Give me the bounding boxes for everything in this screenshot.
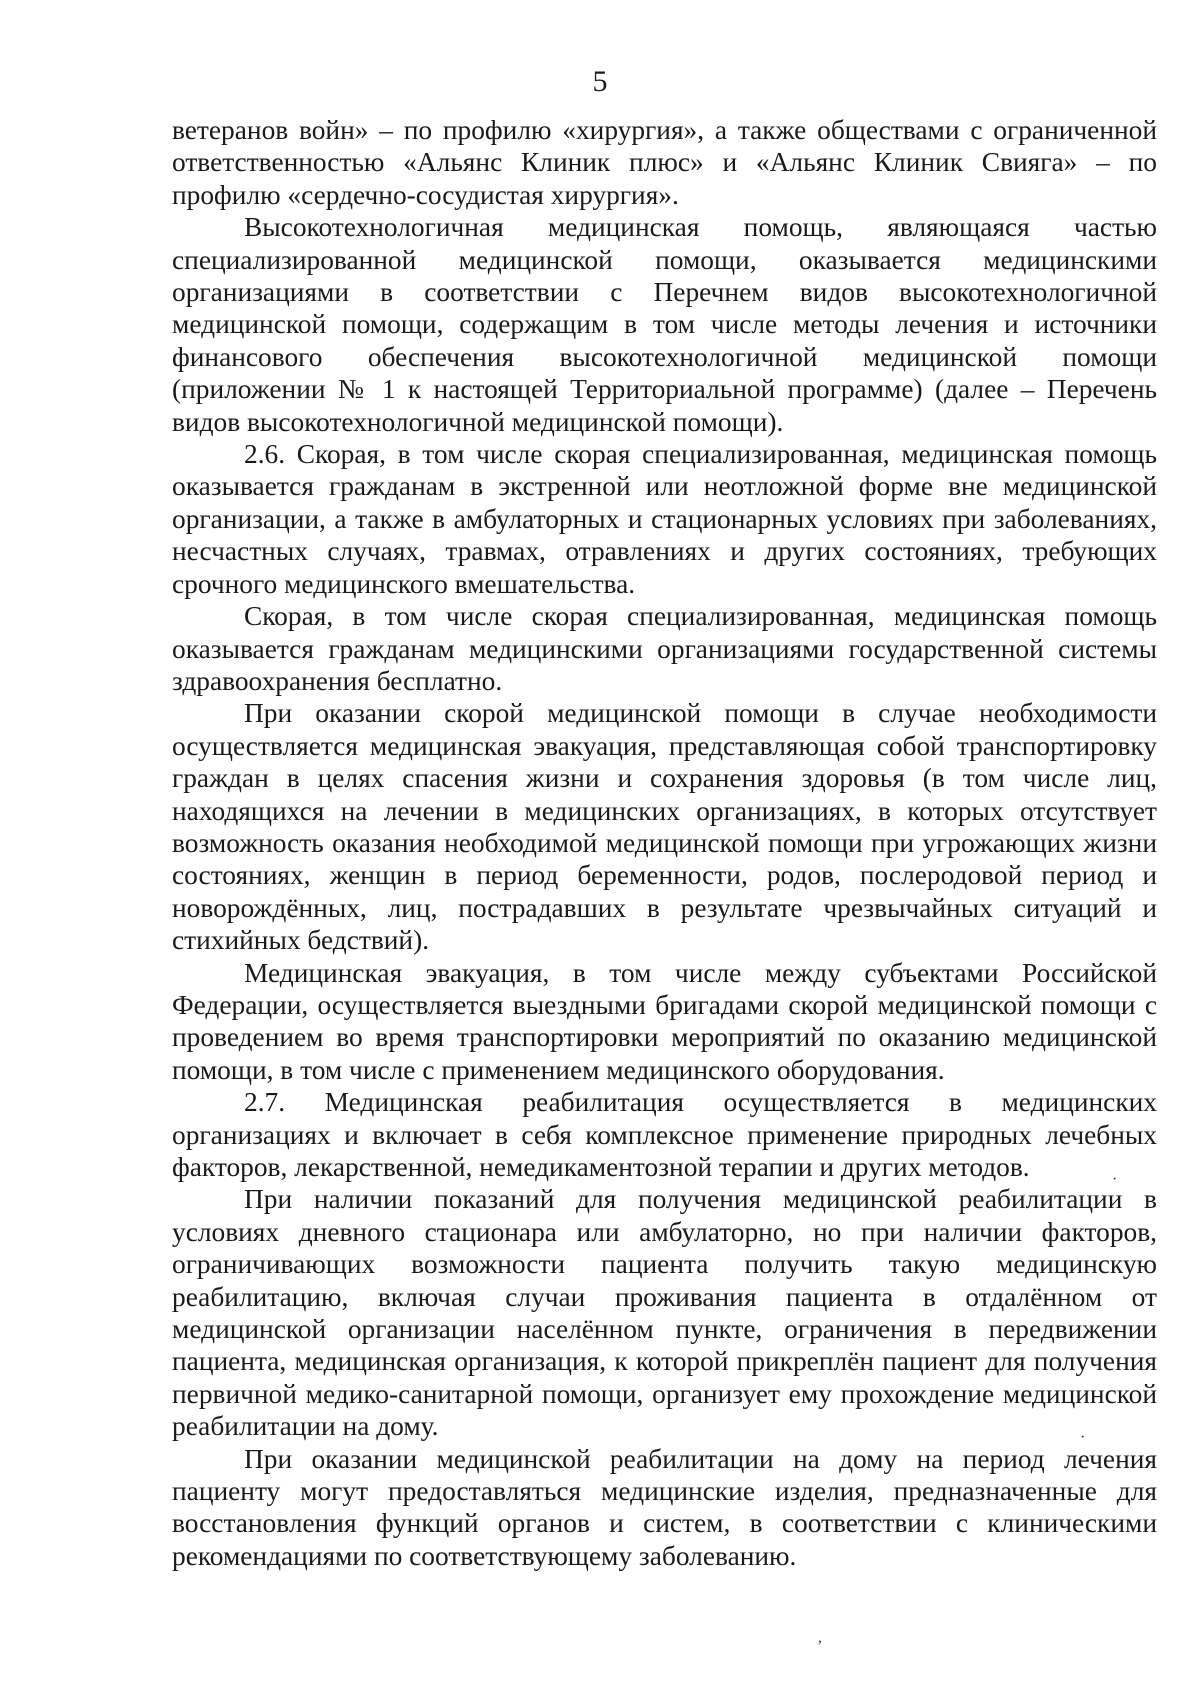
scan-speck: · — [1080, 1429, 1086, 1446]
paragraph-high-tech-care: Высокотехнологичная медицинская помощь, являющаяся частью специализированной медицинской помощи, оказывается медицинскими организациями в соответствии с Перечнем видов высокотехнологичной медицинской помощи, содержащим в том числе методы лечения и источники финансового обеспечения высокотехнологичной медицинской помощи (приложении № 1 к настоящей Территориальной программе) (далее – Перечень видов высокотехнологичной медицинской помощи). — [172, 212, 1157, 437]
paragraph-medical-evacuation: При оказании скорой медицинской помощи в случае необходимости осуществляется медицинская эвакуация, представляющая собой транспортировку граждан в целях спасения жизни и сохранения здоровья (в том числе лиц, находящихся на лечении в медицинских организациях, в которых отсутствует возможность оказания необходимой медицинской помощи при угрожающих жизни состояниях, женщин в период беременности, родов, послеродовой период и новорождённых, лиц, пострадавших в результате чрезвычайных ситуаций и стихийных бедствий). — [172, 698, 1157, 956]
paragraph-evacuation-between-regions: Медицинская эвакуация, в том числе между субъектами Российской Федерации, осуществляется выездными бригадами скорой медицинской помощи с проведением во время транспортировки мероприятий по оказанию медицинской помощи, в том числе с применением медицинского оборудования. — [172, 957, 1157, 1085]
paragraph-section-2-6: 2.6. Скорая, в том числе скорая специализированная, медицинская помощь оказывается гражданам в экстренной или неотложной форме вне медицинской организации, а также в амбулаторных и стационарных условиях при заболеваниях, несчастных случаях, травмах, отравлениях и других состояниях, требующих срочного медицинского вмешательства. — [172, 439, 1157, 599]
page-number: 5 — [592, 65, 608, 98]
paragraph-emergency-free: Скорая, в том числе скорая специализированная, медицинская помощь оказывается гражданам медицинскими организациями государственной системы здравоохранения бесплатно. — [172, 601, 1157, 696]
scan-speck: , — [818, 1629, 822, 1646]
paragraph-section-2-7: 2.7. Медицинская реабилитация осуществляется в медицинских организациях и включает в себя комплексное применение природных лечебных факторов, лекарственной, немедикаментозной терапии и других методов. — [172, 1087, 1157, 1182]
document-body — [172, 114, 1157, 1572]
paragraph-medical-devices: При оказании медицинской реабилитации на дому на период лечения пациенту могут предоставляться медицинские изделия, предназначенные для восстановления функций органов и систем, в соответствии с клиническими рекомендациями по соответствующему заболеванию. — [172, 1443, 1157, 1571]
paragraph-continuation: ветеранов войн» – по профилю «хирургия», а также обществами с ограниченной ответственностью «Альянс Клиник плюс» и «Альянс Клиник Свияга» – по профилю «сердечно-сосудистая хирургия». — [172, 115, 1157, 210]
paragraph-home-rehabilitation: При наличии показаний для получения медицинской реабилитации в условиях дневного стационара или амбулаторно, но при наличии факторов, ограничивающих возможности пациента получить такую медицинскую реабилитацию, включая случаи проживания пациента в отдалённом от медицинской организации населённом пункте, ограничения в передвижении пациента, медицинская организация, к которой прикреплён пациент для получения первичной медико-санитарной помощи, организует ему прохождение медицинской реабилитации на дому. — [172, 1184, 1157, 1442]
scan-speck: · — [1112, 1171, 1118, 1188]
